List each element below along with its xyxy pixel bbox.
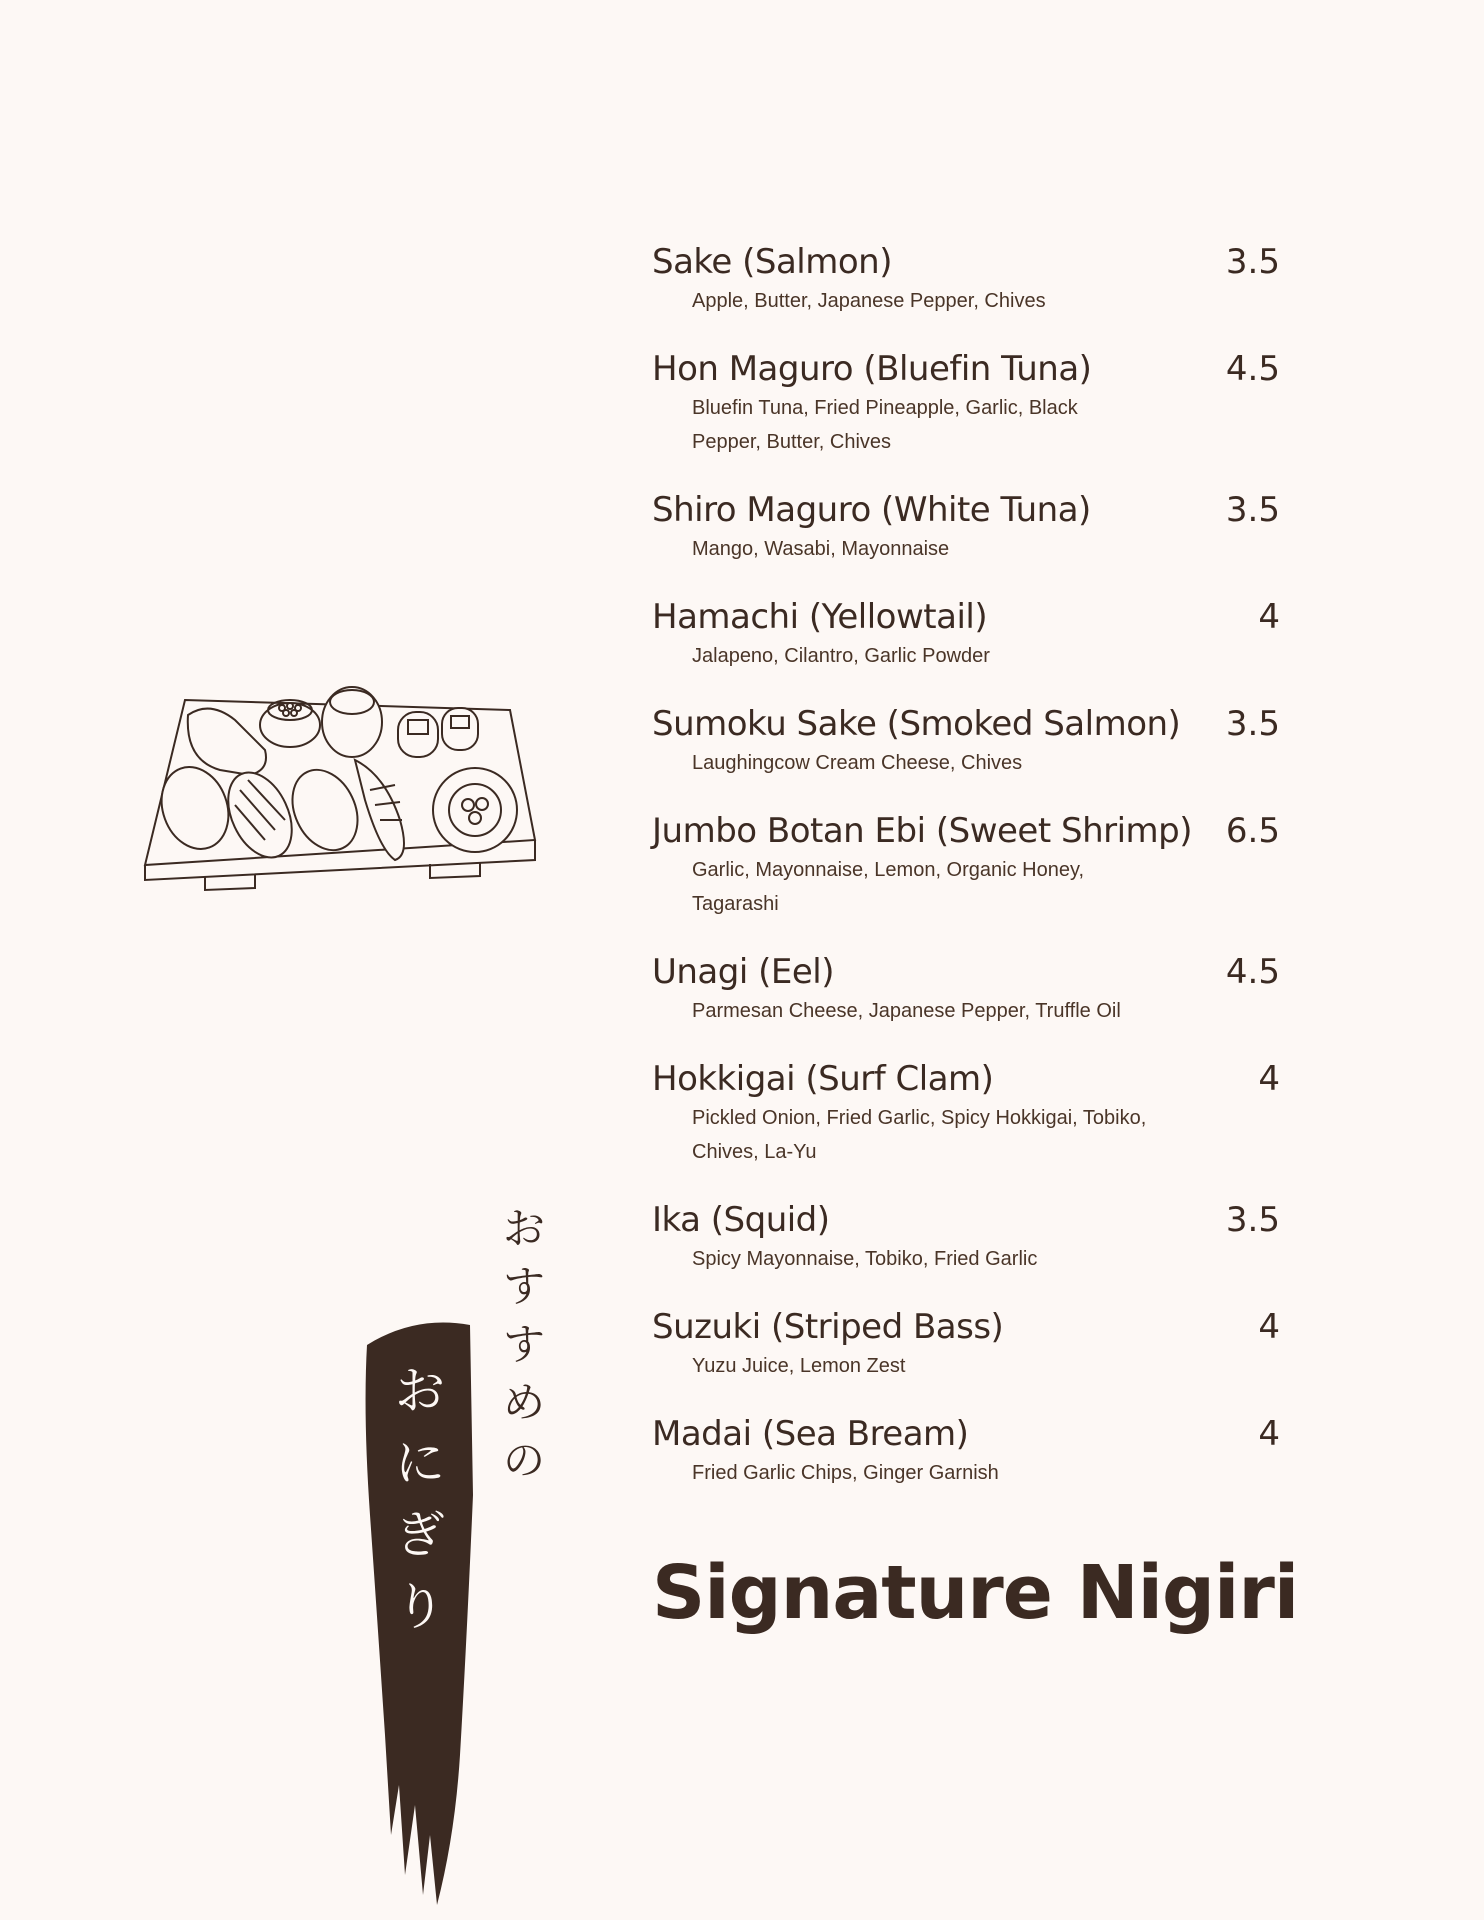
item-price: 4.5 [1225, 349, 1280, 389]
jp-char: の [502, 1436, 545, 1485]
item-name: Ika (Squid) [652, 1200, 830, 1240]
item-price: 4 [1258, 597, 1280, 637]
item-description: Mango, Wasabi, Mayonnaise [692, 538, 950, 560]
item-description: Parmesan Cheese, Japanese Pepper, Truffle Oil [692, 1000, 1121, 1022]
item-name: Hamachi (Yellowtail) [652, 597, 988, 637]
item-name: Hokkigai (Surf Clam) [652, 1059, 994, 1099]
item-description: Bluefin Tuna, Fried Pineapple, Garlic, Black Pepper, Butter, Chives [692, 397, 1078, 453]
menu-item [652, 1305, 1292, 1412]
menu-item [652, 809, 1292, 950]
sushi-board-illustration [140, 680, 540, 920]
item-name: Hon Maguro (Bluefin Tuna) [652, 349, 1092, 389]
item-price: 3.5 [1225, 1200, 1280, 1240]
item-description: Spicy Mayonnaise, Tobiko, Fried Garlic [692, 1248, 1038, 1270]
item-description: Pickled Onion, Fried Garlic, Spicy Hokkigai, Tobiko, Chives, La-Yu [692, 1107, 1147, 1163]
menu-item [652, 240, 1292, 347]
item-description: Garlic, Mayonnaise, Lemon, Organic Honey, Tagarashi [692, 859, 1085, 915]
jp-char: す [502, 1262, 545, 1311]
item-price: 4 [1258, 1059, 1280, 1099]
item-name: Unagi (Eel) [652, 952, 834, 992]
menu-item [652, 1057, 1292, 1198]
jp-char: ぎ [395, 1506, 445, 1564]
item-name: Shiro Maguro (White Tuna) [652, 490, 1091, 530]
item-name: Sumoku Sake (Smoked Salmon) [652, 704, 1181, 744]
jp-char: め [502, 1378, 545, 1427]
vertical-japanese-osusume [497, 1200, 551, 1490]
item-description: Fried Garlic Chips, Ginger Garnish [692, 1462, 999, 1484]
menu-item [652, 488, 1292, 595]
item-name: Suzuki (Striped Bass) [652, 1307, 1004, 1347]
menu-item [652, 702, 1292, 809]
item-price: 4 [1258, 1414, 1280, 1454]
item-name: Jumbo Botan Ebi (Sweet Shrimp) [652, 811, 1193, 851]
item-name: Sake (Salmon) [652, 242, 892, 282]
item-description: Jalapeno, Cilantro, Garlic Powder [692, 645, 990, 667]
item-price: 4.5 [1225, 952, 1280, 992]
menu-item [652, 595, 1292, 702]
menu-item [652, 347, 1292, 488]
item-name: Madai (Sea Bream) [652, 1414, 969, 1454]
section-title: Signature Nigiri [652, 1550, 1299, 1636]
jp-char: お [395, 1362, 445, 1420]
item-price: 3.5 [1225, 242, 1280, 282]
item-price: 3.5 [1225, 490, 1280, 530]
jp-char: お [502, 1204, 545, 1253]
menu-item [652, 1412, 1292, 1519]
item-price: 6.5 [1225, 811, 1280, 851]
jp-char: す [502, 1320, 545, 1369]
item-price: 3.5 [1225, 704, 1280, 744]
menu-list [652, 240, 1292, 1519]
item-price: 4 [1258, 1307, 1280, 1347]
jp-char: に [395, 1434, 445, 1492]
vertical-japanese-onigiri [390, 1355, 450, 1643]
item-description: Laughingcow Cream Cheese, Chives [692, 752, 1023, 774]
menu-item [652, 1198, 1292, 1305]
item-description: Apple, Butter, Japanese Pepper, Chives [692, 290, 1046, 312]
menu-item [652, 950, 1292, 1057]
jp-char: り [395, 1578, 445, 1636]
item-description: Yuzu Juice, Lemon Zest [692, 1355, 906, 1377]
